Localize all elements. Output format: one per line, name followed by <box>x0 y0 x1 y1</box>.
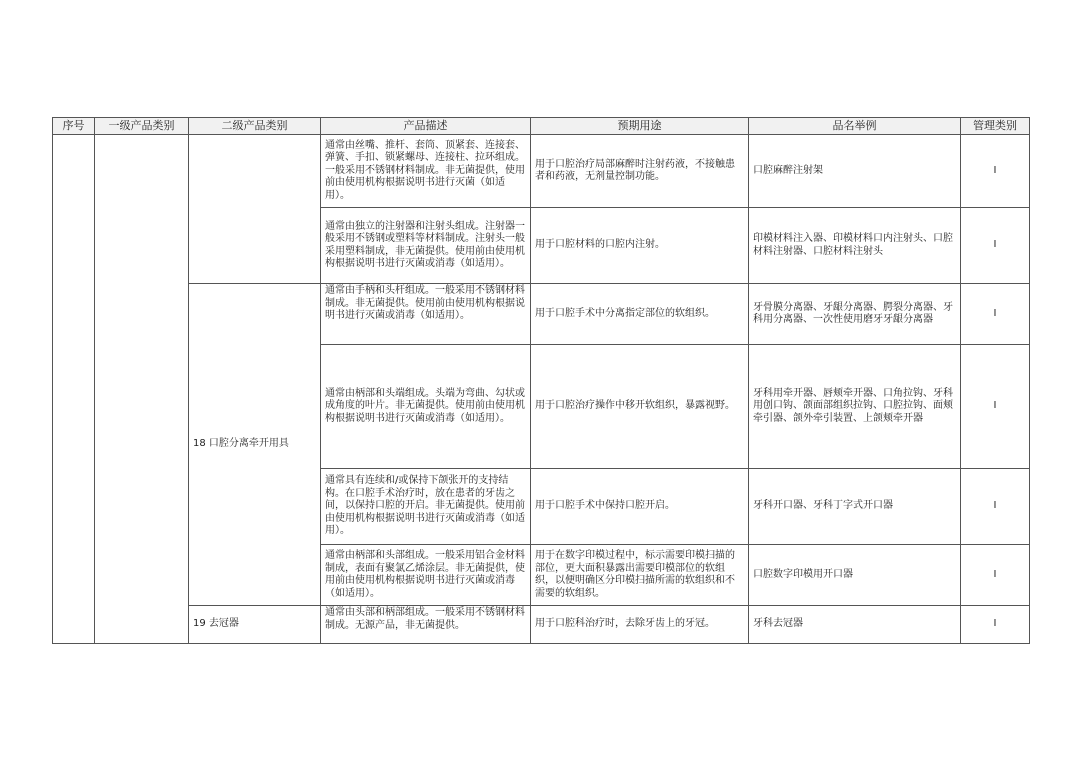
intended-use-cell: 用于口腔治疗操作中移开软组织，暴露视野。 <box>531 345 749 469</box>
examples-cell: 牙科去冠器 <box>749 606 961 644</box>
secondary-category-cell: 19 去冠器 <box>189 606 321 644</box>
management-class-cell: I <box>961 345 1030 469</box>
header-product-examples: 品名举例 <box>749 118 961 135</box>
management-class-cell: I <box>961 208 1030 284</box>
description-cell: 通常由柄部和头部组成。一般采用铝合金材料制成，表面有聚氯乙烯涂层。非无菌提供，使用前由使用机构根据说明书进行灭菌或消毒（如适用）。 <box>321 545 531 606</box>
header-index: 序号 <box>53 118 95 135</box>
intended-use-cell: 用于口腔材料的口腔内注射。 <box>531 208 749 284</box>
table-row <box>53 606 1030 644</box>
intended-use-cell: 用于口腔手术中分离指定部位的软组织。 <box>531 284 749 345</box>
description-cell: 通常由丝嘴、推杆、套筒、顶紧套、连接套、弹簧、手扣、锁紧螺母、连接柱、拉环组成。一般采用不锈钢材料制成。非无菌提供，使用前由使用机构根据说明书进行灭菌（如适用）。 <box>321 135 531 208</box>
description-cell: 通常由柄部和头端组成。头端为弯曲、勾状或成角度的叶片。非无菌提供。使用前由使用机构根据说明书进行灭菌或消毒（如适用）。 <box>321 345 531 469</box>
header-management-class: 管理类别 <box>961 118 1030 135</box>
header-primary-category: 一级产品类别 <box>95 118 189 135</box>
management-class-cell: I <box>961 606 1030 644</box>
management-class-cell: I <box>961 545 1030 606</box>
table-row <box>53 284 1030 345</box>
intended-use-cell: 用于口腔治疗局部麻醉时注射药液，不接触患者和药液，无剂量控制功能。 <box>531 135 749 208</box>
examples-cell: 牙科开口器、牙科丁字式开口器 <box>749 469 961 545</box>
product-classification-table <box>52 117 1030 644</box>
examples-cell: 印模材料注入器、印模材料口内注射头、口腔材料注射器、口腔材料注射头 <box>749 208 961 284</box>
examples-cell: 牙骨膜分离器、牙龈分离器、腭裂分离器、牙科用分离器、一次性使用磨牙牙龈分离器 <box>749 284 961 345</box>
header-intended-use: 预期用途 <box>531 118 749 135</box>
secondary-category-cell: 18 口腔分离牵开用具 <box>189 284 321 606</box>
intended-use-cell: 用于口腔手术中保持口腔开启。 <box>531 469 749 545</box>
header-description: 产品描述 <box>321 118 531 135</box>
intended-use-cell: 用于在数字印模过程中，标示需要印模扫描的部位，更大面积暴露出需要印模部位的软组织，以便明确区分印模扫描所需的软组织和不需要的软组织。 <box>531 545 749 606</box>
examples-cell: 口腔数字印模用开口器 <box>749 545 961 606</box>
description-cell: 通常由头部和柄部组成。一般采用不锈钢材料制成。无源产品，非无菌提供。 <box>321 606 531 644</box>
table-row <box>53 135 1030 208</box>
description-cell: 通常由手柄和头杆组成。一般采用不锈钢材料制成。非无菌提供。使用前由使用机构根据说明书进行灭菌或消毒（如适用）。 <box>321 284 531 345</box>
secondary-category-cell <box>189 135 321 284</box>
intended-use-cell: 用于口腔科治疗时，去除牙齿上的牙冠。 <box>531 606 749 644</box>
description-cell: 通常具有连续和/或保持下颌张开的支持结构。在口腔手术治疗时，放在患者的牙齿之间，以保持口腔的开启。非无菌提供。使用前由使用机构根据说明书进行灭菌或消毒（如适用）。 <box>321 469 531 545</box>
table-header-row <box>53 118 1030 135</box>
management-class-cell: I <box>961 469 1030 545</box>
index-cell <box>53 135 95 644</box>
management-class-cell: I <box>961 135 1030 208</box>
description-cell: 通常由独立的注射器和注射头组成。注射器一般采用不锈钢或塑料等材料制成。注射头一般采用塑料制成，非无菌提供。使用前由使用机构根据说明书进行灭菌或消毒（如适用）。 <box>321 208 531 284</box>
examples-cell: 牙科用牵开器、唇颊牵开器、口角拉钩、牙科用创口钩、颌面部组织拉钩、口腔拉钩、面颊牵引器、颌外牵引装置、上颌颊牵开器 <box>749 345 961 469</box>
management-class-cell: I <box>961 284 1030 345</box>
primary-category-cell <box>95 135 189 644</box>
header-secondary-category: 二级产品类别 <box>189 118 321 135</box>
examples-cell: 口腔麻醉注射架 <box>749 135 961 208</box>
